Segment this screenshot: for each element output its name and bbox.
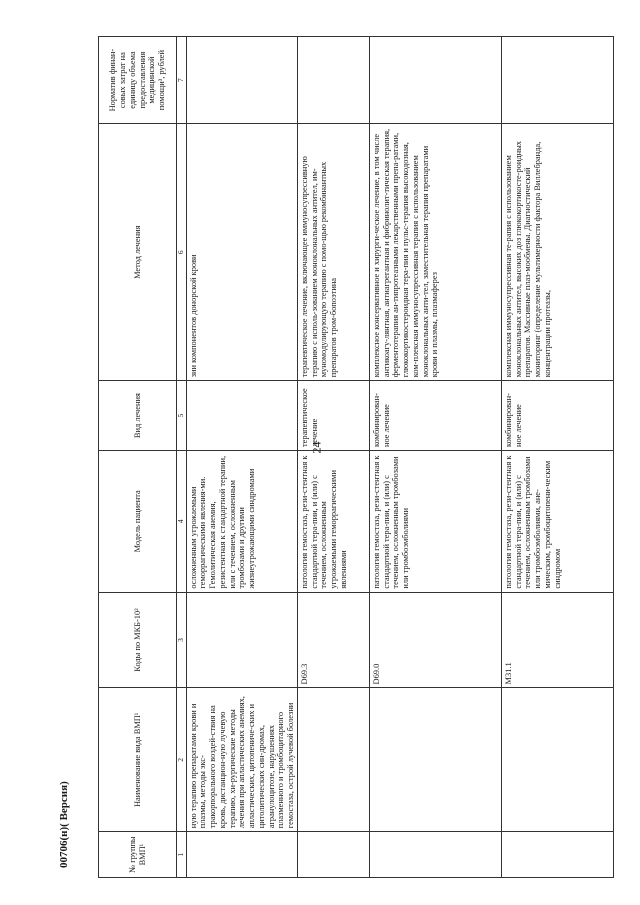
header-treatment-method: Метод лечения [99, 124, 177, 381]
cell-cost [370, 37, 502, 124]
cell-treatment-type: терапевтическое лечение [298, 381, 370, 451]
column-number: 5 [177, 381, 187, 451]
cell-icd-code [187, 592, 298, 688]
cell-vmp-name [298, 688, 370, 832]
table-row [502, 37, 614, 878]
cell-group [502, 832, 614, 878]
cell-treatment-method: зии компонентов донорской крови [187, 124, 298, 381]
cell-patient-model: патология гемостаза, рези-стентная к стандартной тера-пии, и (или) с течением, осложненным тромбозами или тромбоэмболиями [370, 450, 502, 592]
cell-treatment-type: комбинирован-ное лечение [370, 381, 502, 451]
vmp-table [98, 36, 614, 878]
cell-vmp-name [502, 688, 614, 832]
table-row [370, 37, 502, 878]
cell-patient-model: осложненным угрожаемыми геморрагическими явления-ми. Гемолитическая анемия, резистентная к стандартной терапии, или с течением, осложненным тромбозами и другими жизнеугрожающими синдромами [187, 450, 298, 592]
column-number: 6 [177, 124, 187, 381]
table-row [187, 37, 298, 878]
table-header-row [99, 37, 177, 878]
cell-icd-code: M31.1 [502, 592, 614, 688]
cell-cost [298, 37, 370, 124]
cell-treatment-type [187, 381, 298, 451]
cell-treatment-method: комплексное консервативное и хирурги-ческое лечение, в том числе антикоагу-лянтная, антиагрегантная и фибринолит-тическая терапия, ферментотерапия ан-типротеазными лекарственными препа-ратами, глюкокортикостероидная тера-пия и пульс-терапия высокодозная, ком-плексная иммуносупрессивная терапия с использованием моноклональных анти-тел, заместительная терапия препаратами крови и плазмы, плазмаферез [370, 124, 502, 381]
header-group-number: № группы ВМП¹ [99, 832, 177, 878]
cell-group [370, 832, 502, 878]
column-number: 2 [177, 688, 187, 832]
column-number: 7 [177, 37, 187, 124]
cell-cost [502, 37, 614, 124]
rotated-sheet [98, 36, 638, 878]
header-patient-model: Модель пациента [99, 450, 177, 592]
table-row [298, 37, 370, 878]
page-number: 24 [309, 441, 324, 454]
cell-cost [187, 37, 298, 124]
cell-treatment-method: терапевтическое лечение, включающее иммуносупрессивную терапию с исполь-зованием моноклональных антител, им-муномодулирующую терапию с помо-щью рекомбинантных препаратов тром-бопоэтина [298, 124, 370, 381]
cell-group [187, 832, 298, 878]
cell-group [298, 832, 370, 878]
column-number: 1 [177, 832, 187, 878]
cell-icd-code: D69.3 [298, 592, 370, 688]
cell-patient-model: патология гемостаза, рези-стентная к стандартной тера-пии, и (или) с течением, осложненным тромбозами или тромбоэмболиями, ане-мическим, тромбоцитопени-ческим синдромом [502, 450, 614, 592]
column-number: 4 [177, 450, 187, 592]
document-code: 00706(н)( Версия) [58, 781, 70, 868]
cell-vmp-name [370, 688, 502, 832]
header-icd-codes: Коды по МКБ-10² [99, 592, 177, 688]
column-numbers-row [177, 37, 187, 878]
cell-icd-code: D69.0 [370, 592, 502, 688]
cell-patient-model: патология гемостаза, рези-стентная к стандартной тера-пии, и (или) с течением, осложненным угрожаемыми геморрагическими явлениями [298, 450, 370, 592]
cell-treatment-method: комплексная иммуносупрессивная те-рапия с использованием моноклональных антител, высоких доз глюкокортикосте-роидных препаратов. Массивные плаз-мообмены. Диагностический мониторинг (определение мультимерности фактора Виллебранда, концентрации протеазы, [502, 124, 614, 381]
header-vmp-name: Наименование вида ВМП¹ [99, 688, 177, 832]
header-cost-norm: Норматив финан-совых затрат на единицу объема предоставления медицинской помощи³, рублей [99, 37, 177, 124]
cell-vmp-name: ную терапию препаратами крови и плазмы, методы экс-тракорпорального воздей-ствия на кровь, дистанцион-ную лучевую терапию, хи-рургические методы лечения при апластических анемиях, апластических, цитопениче-ских и цитолитических син-дромах, агранулоцитозе, нарушениях плазменного и тромбоцитарного гемостаза, острой лучевой болезни [187, 688, 298, 832]
header-treatment-type: Вид лечения [99, 381, 177, 451]
cell-treatment-type: комбинирован-ное лечение [502, 381, 614, 451]
column-number: 3 [177, 592, 187, 688]
